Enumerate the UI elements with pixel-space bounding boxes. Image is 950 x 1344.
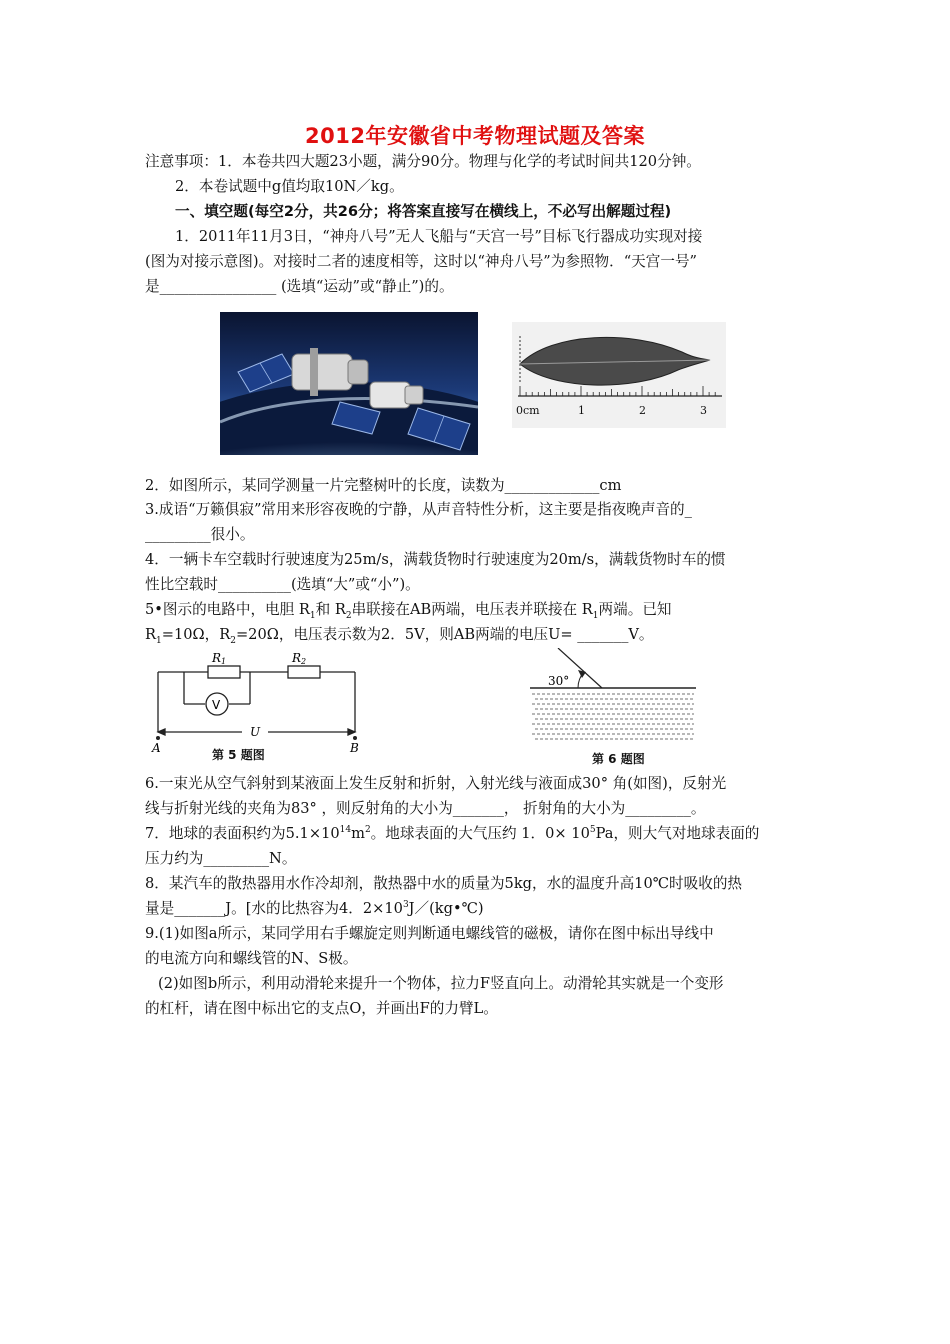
- q9-line-3: (2)如图b所示，利用动滑轮来提升一个物体，拉力F竖直向上。动滑轮其实就是一个变形: [158, 975, 724, 992]
- r1-label: R1: [212, 651, 227, 666]
- q3-line-1: 3.成语“万籁俱寂”常用来形容夜晚的宁静，从声音特性分析，这主要是指夜晚声音的_: [145, 501, 692, 518]
- leaf-ruler-figure: [512, 322, 726, 428]
- q2-line: 2．如图所示，某同学测量一片完整树叶的长度，读数为_____________cm: [145, 477, 622, 494]
- light-figure: [528, 648, 698, 748]
- q5-line-2: $R_1=10\Omega$，$R_2=20\Omega$，电压表示数为2．5V，则AB两端的电压U= _______V。: [145, 626, 654, 646]
- u-label: U: [250, 725, 261, 739]
- q3-line-2: _________很小。: [145, 526, 255, 543]
- voltmeter-label: V: [212, 698, 221, 712]
- q6-line-1: 6.一束光从空气斜射到某液面上发生反射和折射，入射光线与液面成30° 角(如图)，反射光: [145, 775, 727, 792]
- q6-line-2: 线与折射光线的夹角为83° ，则反射角的大小为_______， 折射角的大小为_________。: [145, 800, 706, 817]
- b-label: B: [350, 741, 359, 755]
- q7-line-2: 压力约为_________N。: [145, 850, 297, 867]
- q4-line-1: 4．一辆卡车空载时行驶速度为25m/s，满载货物时行驶速度为20m/s，满载货物时车的惯: [145, 551, 726, 568]
- q9-line-4: 的杠杆，请在图中标出它的支点O，并画出F的力臂L。: [145, 1000, 498, 1017]
- fig6-caption: 第 6 题图: [592, 752, 645, 766]
- note-2: 2．本卷试题中g值均取10N／kg。: [175, 178, 404, 195]
- q1-line-1: 1．2011年11月3日，“神舟八号”无人飞船与“天宫一号”目标飞行器成功实现对接: [175, 228, 703, 245]
- docking-image: [220, 312, 478, 455]
- fig5-caption: 第 5 题图: [212, 748, 265, 762]
- q5-line-1: 5•图示的电路中，电胆 $R_1$和 $R_2$串联接在AB两端，电压表并联接在 $R_1$两端。已知: [145, 601, 672, 621]
- q9-line-1: 9.(1)如图a所示，某同学用右手螺旋定则判断通电螺线管的磁极，请你在图中标出导线中: [145, 925, 714, 942]
- q9-line-2: 的电流方向和螺线管的N、S极。: [145, 950, 358, 967]
- ruler-label-1: 1: [578, 404, 585, 417]
- q4-line-2: 性比空载时__________(选填“大”或“小”)。: [145, 576, 420, 593]
- ruler-label-0: 0cm: [516, 404, 540, 417]
- a-label: A: [152, 741, 161, 755]
- ruler-label-2: 2: [639, 404, 646, 417]
- q1-line-3: 是________________ (选填“运动”或“静止”)的。: [145, 278, 454, 295]
- q1-line-2: (图为对接示意图)。对接时二者的速度相等，这时以“神舟八号”为参照物．“天宫一号”: [145, 253, 698, 270]
- q8-line-1: 8．某汽车的散热器用水作冷却剂，散热器中水的质量为5kg，水的温度升高10℃时吸收的热: [145, 875, 743, 892]
- section-heading: 一、填空题(每空2分，共26分；将答案直接写在横线上，不必写出解题过程): [175, 203, 672, 220]
- liquid-surface: [532, 694, 694, 739]
- angle-label: 30°: [548, 674, 570, 688]
- q8-line-2: 量是_______J。[水的比热容为4．$2\times 10^3J/(kg•℃)$: [145, 900, 484, 917]
- page-title: 2012年安徽省中考物理试题及答案: [305, 124, 645, 148]
- ruler-label-3: 3: [700, 404, 707, 417]
- q7-line-1: 7．地球的表面积约为$5.1\times 10^{14}m^2$。地球表面的大气压约 1．$0\times 10^5Pa$，则大气对地球表面的: [145, 825, 760, 842]
- r2-label: R2: [292, 651, 307, 666]
- note-1: 注意事项：1．本卷共四大题23小题，满分90分。物理与化学的考试时间共120分钟。: [145, 153, 701, 170]
